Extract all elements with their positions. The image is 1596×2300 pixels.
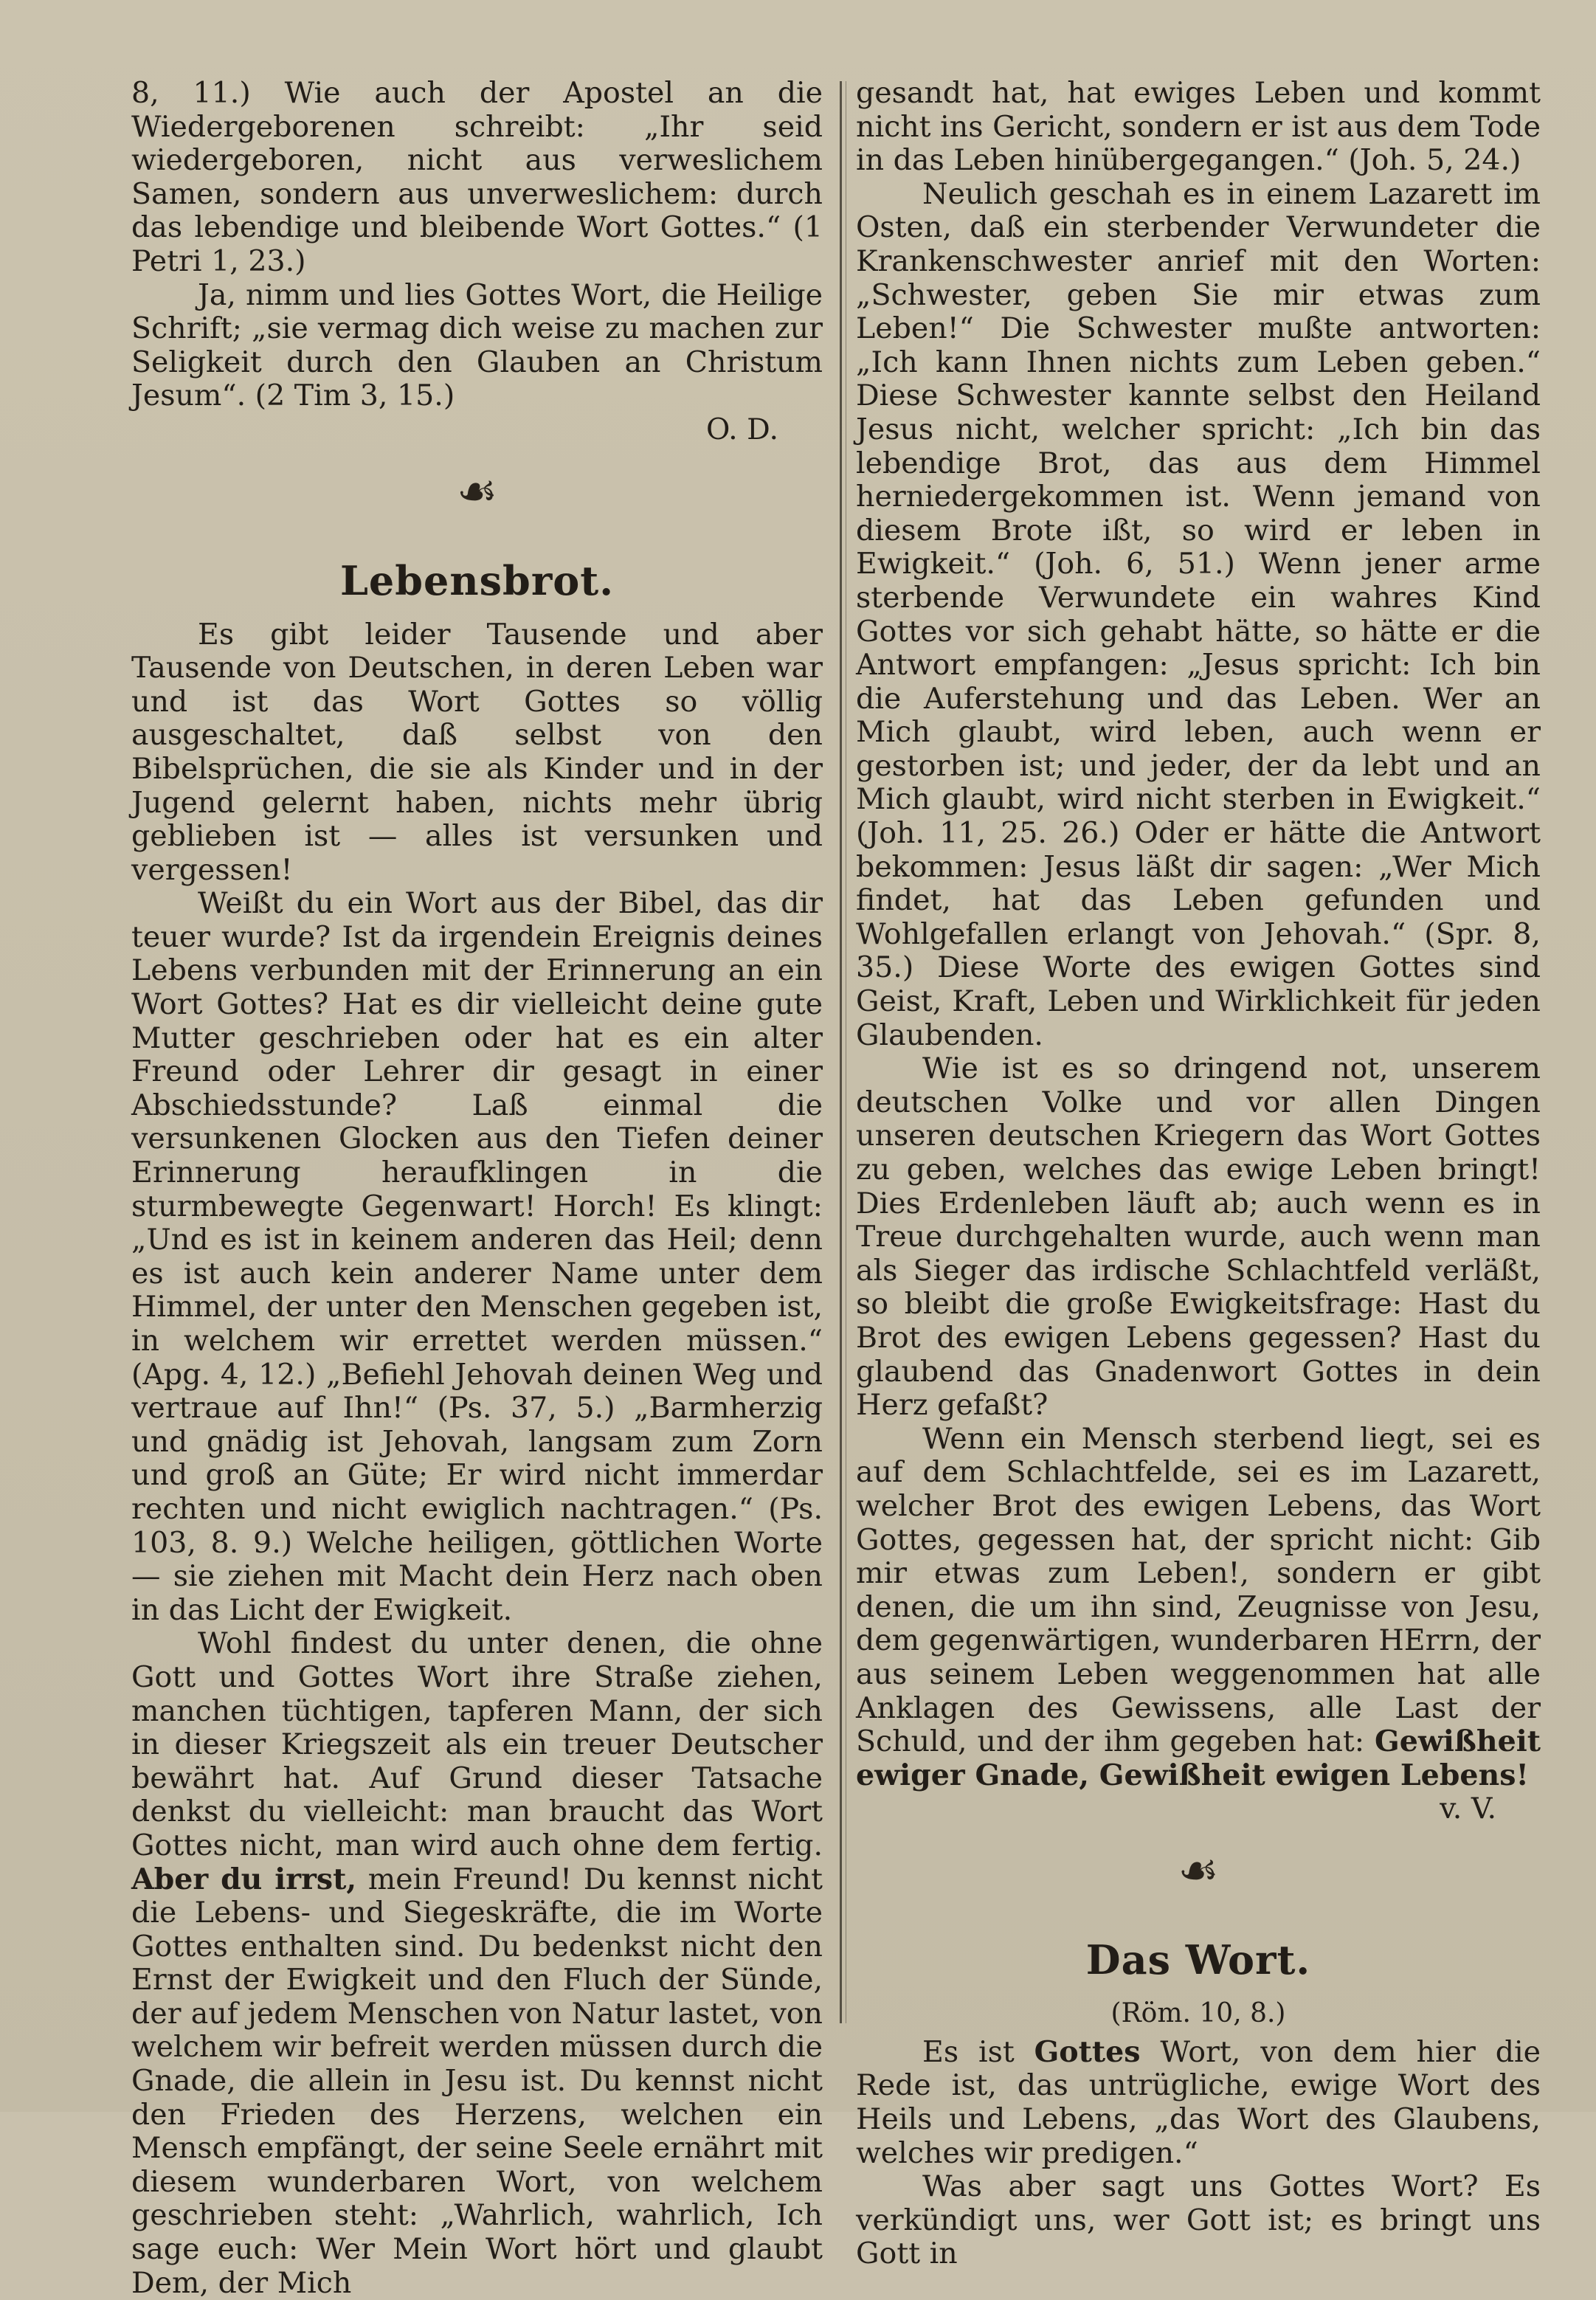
author-signature: O. D. bbox=[706, 412, 778, 446]
paragraph-gottes-wort bbox=[856, 2036, 1541, 2170]
paragraph-dying-man bbox=[856, 1423, 1541, 1793]
paragraph-text: Es ist bbox=[922, 2034, 1034, 2069]
paragraph-text: mein Freund! Du kennst nicht die Lebens- und Siegeskräfte, die im Worte Gottes enthalten sind. Du bedenkst nicht den Ernst der Ewigkeit und den Fluch der Sünde, der auf jedem Menschen von Natur lastet, von welchem wir befreit werden müssen durch die Gnade, die allein in Jesu ist. Du kennst nicht den Frieden des Herzens, welchen ein Mensch empfängt, der seine Seele ernährt mit diesem wunderbaren Wort, von welchem geschrieben steht: „Wahrlich, wahrlich, Ich sage euch: Wer Mein Wort hört und glaubt Dem, der Mich bbox=[131, 1862, 823, 2300]
paragraph-text: Wort, von dem hier die Rede ist, das untrügliche, ewige Wort des Heils und Lebens, „das Wort des Glaubens, welches wir predigen.“ bbox=[856, 2034, 1541, 2170]
paragraph-holy-scripture: Ja, nimm und lies Gottes Wort, die Heilige Schrift; „sie vermag dich weise zu machen zur Seligkeit durch den Glauben an Christum Jesum“. (2 Tim 3, 15.) bbox=[131, 277, 823, 413]
article-reference: (Röm. 10, 8.) bbox=[1110, 1997, 1286, 2028]
ornament-icon: ☙ bbox=[1178, 1843, 1219, 1897]
paragraph-lazarett: Neulich geschah es in einem Lazarett im Osten, daß ein sterbender Verwundeter die Krankenschwester anrief mit den Worten: „Schwester, geben Sie mir etwas zum Leben!“ Die Schwester mußte antworten: „Ich kann Ihnen nichts zum Leben geben.“ Diese Schwester kannte selbst den Heiland Jesus nicht, welcher spricht: „Ich bin das lebendige Brot, das aus dem Himmel herniedergekommen ist. Wenn jemand von diesem Brote ißt, so wird er leben in Ewigkeit.“ (Joh. 6, 51.) Wenn jener arme sterbende Verwundete ein wahres Kind Gottes vor sich gehabt hätte, so hätte er die Antwort empfangen: „Jesus spricht: Ich bin die Auferstehung und das Leben. Wer an Mich glaubt, wird leben, auch wenn er gestorben ist; und jeder, der da lebt und an Mich glaubt, wird nicht sterben in Ewigkeit.“ (Joh. 11, 25. 26.) Oder er hätte die Antwort bekommen: Jesus läßt dir sagen: „Wer Mich findet, hat das Leben gefunden und Wohlgefallen erlangt von Jehovah.“ (Spr. 8, 35.) Diese Worte des ewigen Gottes sind Geist, Kraft, Leben und Wirklichkeit für jeden Glaubenden. bbox=[856, 176, 1541, 1052]
left-column bbox=[131, 77, 823, 2300]
paragraph-text: Wohl findest du unter denen, die ohne Gott und Gottes Wort ihre Straße ziehen, manchen tüchtigen, tapferen Mann, der sich in dieser Kriegszeit als ein treuer Deutscher bewährt hat. Auf Grund dieser Tatsache denkst du vielleicht: man braucht das Wort Gottes nicht, man wird auch ohne dem fertig. bbox=[131, 1626, 823, 1862]
paragraph-brave-man bbox=[131, 1627, 823, 2300]
emphasis-text: Gewißheit ewiger Gnade, Gewißheit ewigen Lebens! bbox=[856, 1724, 1541, 1792]
paragraph-continuation: gesandt hat, hat ewiges Leben und kommt nicht ins Gericht, sondern er ist aus dem Tode in das Leben hinübergegangen.“ (Joh. 5, 24.) bbox=[856, 76, 1541, 178]
paragraph-continuation: 8, 11.) Wie auch der Apostel an die Wiedergeborenen schreibt: „Ihr seid wiedergeboren, nicht aus verweslichem Samen, sondern aus unverweslichem: durch das lebendige und bleibende Wort Gottes.“ (1 Petri 1, 23.) bbox=[131, 76, 823, 278]
paragraph-what-says: Was aber sagt uns Gottes Wort? Es verkündigt uns, wer Gott ist; es bringt uns Gott in bbox=[856, 2169, 1541, 2271]
ornament-icon: ☙ bbox=[456, 463, 498, 518]
paragraph-text: Wenn ein Mensch sterbend liegt, sei es auf dem Schlachtfelde, sei es im Lazarett, welcher Brot des ewigen Lebens, das Wort Gottes, gegessen hat, der spricht nicht: Gib mir etwas zum Leben!, sondern er gibt denen, die um ihn sind, Zeugnisse von Jesu, dem gegenwärtigen, wunderbaren HErrn, der aus seinem Leben weggenommen hat alle Anklagen des Gewissens, alle Last der Schuld, und der ihm gegeben hat: bbox=[856, 1421, 1541, 1759]
paragraph-intro: Es gibt leider Tausende und aber Tausende von Deutschen, in deren Leben war und ist das Wort Gottes so völlig ausgeschaltet, daß selbst von den Bibelsprüchen, die sie als Kinder und in der Jugend gelernt haben, nichts mehr übrig geblieben ist — alles ist versunken und vergessen! bbox=[131, 617, 823, 887]
paragraph-bible-word: Weißt du ein Wort aus der Bibel, das dir teuer wurde? Ist da irgendein Ereignis deines Lebens verbunden mit der Erinnerung an ein Wort Gottes? Hat es dir vielleicht deine gute Mutter geschrieben oder hat es ein alter Freund oder Lehrer dir gesagt in einer Abschiedsstunde? Laß einmal die versunkenen Glocken aus den Tiefen deiner Erinnerung heraufklingen in die sturmbewegte Gegenwart! Horch! Es klingt: „Und es ist in keinem anderen das Heil; denn es ist auch kein anderer Name unter dem Himmel, der unter den Menschen gegeben ist, in welchem wir errettet werden müssen.“ (Apg. 4, 12.) „Befiehl Jehovah deinen Weg und vertraue auf Ihn!“ (Ps. 37, 5.) „Barmherzig und gnädig ist Jehovah, langsam zum Zorn und groß an Güte; Er wird nicht immerdar rechten und nicht ewiglich nachtragen.“ (Ps. 103, 8. 9.) Welche heiligen, göttlichen Worte — sie ziehen mit Macht dein Herz nach oben in das Licht der Ewigkeit. bbox=[131, 886, 823, 1627]
column-divider bbox=[840, 81, 842, 2023]
article-title-das-wort: Das Wort. bbox=[1085, 1935, 1311, 1983]
author-signature: v. V. bbox=[1440, 1792, 1496, 1826]
article-title-lebensbrot: Lebensbrot. bbox=[339, 556, 615, 604]
right-column bbox=[856, 77, 1541, 2271]
paragraph-urgency: Wie ist es so dringend not, unserem deutschen Volke und vor allen Dingen unseren deutschen Kriegern das Wort Gottes zu geben, welches das ewige Leben bringt! Dies Erdenleben läuft ab; auch wenn es in Treue durchgehalten wurde, auch wenn man als Sieger das irdische Schlachtfeld verläßt, so bleibt die große Ewigkeitsfrage: Hast du Brot des ewigen Lebens gegessen? Hast du glaubend das Gnadenwort Gottes in dein Herz gefaßt? bbox=[856, 1051, 1541, 1423]
emphasis-text: Gottes bbox=[1034, 2034, 1141, 2069]
emphasis-text: Aber du irrst, bbox=[131, 1862, 357, 1896]
